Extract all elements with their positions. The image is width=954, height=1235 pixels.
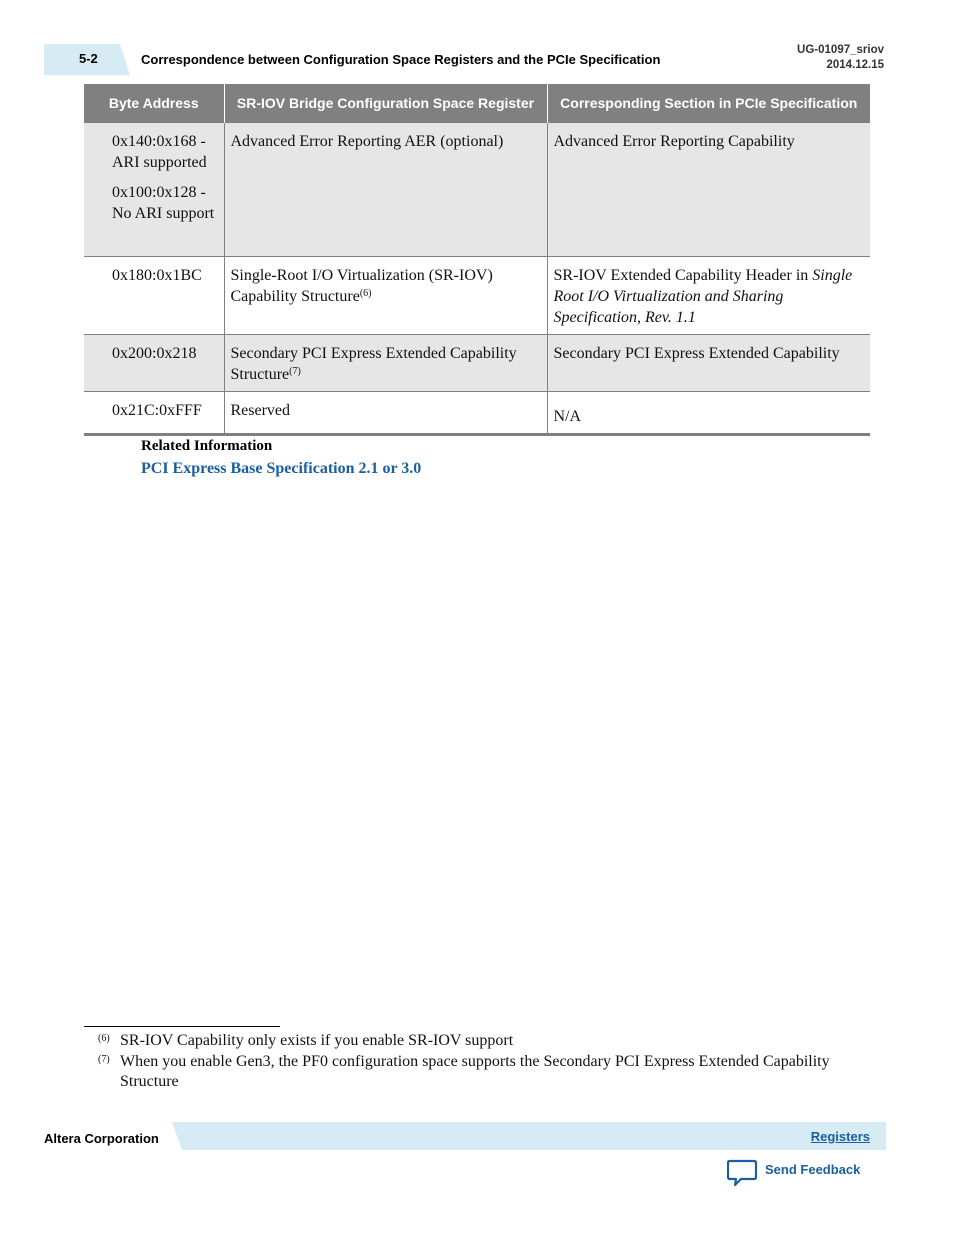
table-row <box>84 123 870 257</box>
footnote-number: (6) <box>98 1033 110 1044</box>
section-link-registers[interactable]: Registers <box>810 1129 870 1144</box>
document-info <box>797 43 884 73</box>
footnote-ref: (7) <box>289 366 301 377</box>
document-date: 2014.12.15 <box>826 59 884 71</box>
cell-register <box>224 257 547 335</box>
table-header-row <box>84 84 870 123</box>
send-feedback-label: Send Feedback <box>765 1162 861 1177</box>
table-row <box>84 392 870 435</box>
pcie-spec-link[interactable]: PCI Express Base Specification 2.1 or 3.0 <box>141 460 422 477</box>
register-name: Secondary PCI Express Extended Capability Structure <box>230 345 517 383</box>
document-id: UG-01097_sriov <box>797 44 884 56</box>
cell-register <box>224 335 547 392</box>
column-header-pcie-section: Corresponding Section in PCIe Specification <box>547 84 870 123</box>
register-table <box>84 84 870 436</box>
table-row <box>84 335 870 392</box>
address-ari: 0x140:0x168 - ARI supported <box>112 133 207 171</box>
cell-pcie-section: N/A <box>547 392 870 435</box>
cell-byte-address: 0x21C:0xFFF <box>84 392 224 435</box>
footnote-text: When you enable Gen3, the PF0 configuration space supports the Secondary PCI Express Extended Capability Structure <box>120 1053 830 1090</box>
speech-bubble-icon <box>727 1158 757 1188</box>
cell-register: Advanced Error Reporting AER (optional) <box>224 123 547 257</box>
section-spec-title: Single Root I/O Virtualization and Sharing Specification, Rev. 1.1 <box>553 267 853 326</box>
column-header-register: SR-IOV Bridge Configuration Space Register <box>224 84 547 123</box>
footnote-divider <box>84 1026 280 1027</box>
cell-byte-address: 0x180:0x1BC <box>84 257 224 335</box>
cell-pcie-section: Advanced Error Reporting Capability <box>547 123 870 257</box>
related-information-heading: Related Information <box>141 438 273 454</box>
footnote-text: SR-IOV Capability only exists if you enable SR-IOV support <box>120 1032 514 1049</box>
table-row <box>84 257 870 335</box>
cell-byte-address <box>84 123 224 257</box>
column-header-byte-address: Byte Address <box>84 84 224 123</box>
page-title: Correspondence between Configuration Space Registers and the PCIe Specification <box>141 52 661 67</box>
cell-pcie-section <box>547 257 870 335</box>
address-no-ari: 0x100:0x128 - No ARI support <box>112 184 215 222</box>
cell-register: Reserved <box>224 392 547 435</box>
footer-band <box>172 1122 886 1150</box>
section-name: SR-IOV Extended Capability Header in <box>553 267 809 284</box>
footnote-ref: (6) <box>359 288 372 299</box>
company-name: Altera Corporation <box>44 1131 159 1146</box>
footnote-number: (7) <box>98 1054 110 1065</box>
send-feedback-button[interactable] <box>727 1158 867 1188</box>
cell-byte-address: 0x200:0x218 <box>84 335 224 392</box>
register-name: Single-Root I/O Virtualization (SR-IOV) Capability Structure <box>230 267 493 305</box>
page-number: 5-2 <box>79 51 98 66</box>
cell-pcie-section: Secondary PCI Express Extended Capability <box>547 335 870 392</box>
